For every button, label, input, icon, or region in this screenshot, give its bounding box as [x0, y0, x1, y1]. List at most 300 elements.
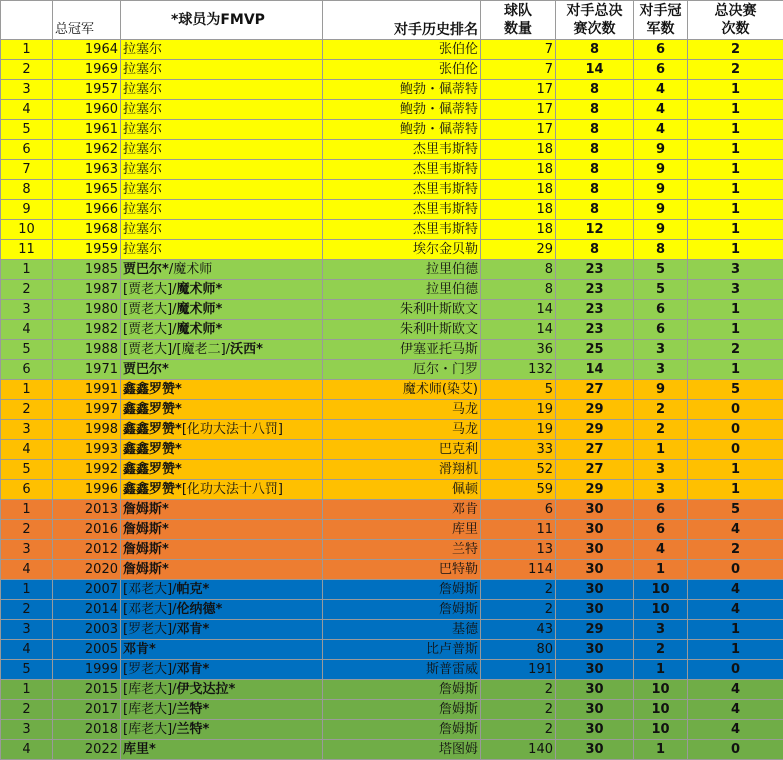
team-count-cell[interactable]: 8 [556, 160, 634, 180]
champion-name-part: [化功大法十八罚] [182, 482, 283, 497]
team-count-cell[interactable]: 8 [556, 40, 634, 60]
opponent-finals-cell[interactable]: 9 [634, 200, 688, 220]
opponent-cell[interactable]: 滑翔机 [323, 460, 481, 480]
year-cell[interactable]: 1985 [53, 260, 121, 280]
opponent-rank-cell[interactable]: 114 [481, 560, 556, 580]
year-cell[interactable]: 1959 [53, 240, 121, 260]
team-count-cell[interactable]: 8 [556, 80, 634, 100]
row-index-cell[interactable]: 9 [1, 200, 53, 220]
opponent-finals-cell[interactable]: 4 [634, 100, 688, 120]
opponent-rank-cell[interactable]: 7 [481, 40, 556, 60]
opponent-rank-cell[interactable]: 17 [481, 80, 556, 100]
year-cell[interactable]: 1969 [53, 60, 121, 80]
header-opponent-titles[interactable]: 对手冠 军数 [634, 1, 688, 40]
header-fmvp-note[interactable]: *球员为FMVP [121, 1, 323, 40]
champion-cell[interactable] [121, 260, 323, 280]
year-cell[interactable]: 1997 [53, 400, 121, 420]
champion-cell[interactable] [121, 520, 323, 540]
champion-cell[interactable] [121, 280, 323, 300]
opponent-finals-cell[interactable]: 2 [634, 400, 688, 420]
opponent-cell[interactable]: 张伯伦 [323, 60, 481, 80]
opponent-rank-cell[interactable]: 18 [481, 160, 556, 180]
opponent-titles-cell[interactable]: 1 [688, 240, 783, 260]
team-count-cell[interactable]: 30 [556, 720, 634, 740]
opponent-cell[interactable]: 魔术师(染艾) [323, 380, 481, 400]
champion-cell[interactable] [121, 480, 323, 500]
opponent-rank-cell[interactable]: 14 [481, 300, 556, 320]
team-count-cell[interactable]: 29 [556, 480, 634, 500]
opponent-titles-cell[interactable]: 4 [688, 520, 783, 540]
row-index-cell[interactable]: 3 [1, 300, 53, 320]
opponent-cell[interactable]: 基德 [323, 620, 481, 640]
opponent-titles-cell[interactable]: 2 [688, 60, 783, 80]
team-count-cell[interactable]: 8 [556, 240, 634, 260]
year-cell[interactable]: 1961 [53, 120, 121, 140]
champion-cell[interactable] [121, 600, 323, 620]
opponent-rank-cell[interactable]: 59 [481, 480, 556, 500]
opponent-rank-cell[interactable]: 14 [481, 320, 556, 340]
opponent-rank-cell[interactable]: 80 [481, 640, 556, 660]
row-index-cell[interactable]: 4 [1, 440, 53, 460]
row-index-cell[interactable]: 3 [1, 620, 53, 640]
row-index-cell[interactable]: 4 [1, 640, 53, 660]
team-count-cell[interactable]: 30 [556, 560, 634, 580]
opponent-cell[interactable]: 鲍勃・佩蒂特 [323, 80, 481, 100]
team-count-cell[interactable]: 30 [556, 540, 634, 560]
opponent-rank-cell[interactable]: 19 [481, 400, 556, 420]
opponent-titles-cell[interactable]: 1 [688, 480, 783, 500]
row-index-cell[interactable]: 5 [1, 460, 53, 480]
opponent-cell[interactable]: 马龙 [323, 420, 481, 440]
row-index-cell[interactable]: 4 [1, 100, 53, 120]
champion-cell[interactable] [121, 300, 323, 320]
row-index-cell[interactable]: 4 [1, 740, 53, 760]
year-cell[interactable]: 2022 [53, 740, 121, 760]
opponent-rank-cell[interactable]: 36 [481, 340, 556, 360]
year-cell[interactable]: 1966 [53, 200, 121, 220]
opponent-cell[interactable]: 伊塞亚托马斯 [323, 340, 481, 360]
champion-cell[interactable] [121, 120, 323, 140]
year-cell[interactable]: 1999 [53, 660, 121, 680]
champion-cell[interactable] [121, 180, 323, 200]
opponent-finals-cell[interactable]: 3 [634, 460, 688, 480]
opponent-cell[interactable]: 詹姆斯 [323, 680, 481, 700]
year-cell[interactable]: 2020 [53, 560, 121, 580]
opponent-cell[interactable]: 詹姆斯 [323, 580, 481, 600]
opponent-cell[interactable]: 杰里韦斯特 [323, 200, 481, 220]
opponent-finals-cell[interactable]: 2 [634, 420, 688, 440]
opponent-finals-cell[interactable]: 6 [634, 520, 688, 540]
team-count-cell[interactable]: 30 [556, 660, 634, 680]
opponent-rank-cell[interactable]: 18 [481, 220, 556, 240]
opponent-titles-cell[interactable]: 1 [688, 180, 783, 200]
year-cell[interactable]: 2007 [53, 580, 121, 600]
team-count-cell[interactable]: 30 [556, 500, 634, 520]
team-count-cell[interactable]: 30 [556, 680, 634, 700]
year-cell[interactable]: 1965 [53, 180, 121, 200]
opponent-titles-cell[interactable]: 3 [688, 260, 783, 280]
year-cell[interactable]: 2018 [53, 720, 121, 740]
row-index-cell[interactable]: 2 [1, 600, 53, 620]
opponent-titles-cell[interactable]: 5 [688, 380, 783, 400]
opponent-finals-cell[interactable]: 9 [634, 160, 688, 180]
opponent-finals-cell[interactable]: 3 [634, 360, 688, 380]
opponent-finals-cell[interactable]: 10 [634, 600, 688, 620]
opponent-finals-cell[interactable]: 6 [634, 300, 688, 320]
opponent-rank-cell[interactable]: 33 [481, 440, 556, 460]
team-count-cell[interactable]: 8 [556, 200, 634, 220]
team-count-cell[interactable]: 14 [556, 60, 634, 80]
header-opponent-finals[interactable]: 对手总决 赛次数 [556, 1, 634, 40]
opponent-cell[interactable]: 比卢普斯 [323, 640, 481, 660]
team-count-cell[interactable]: 30 [556, 600, 634, 620]
row-index-cell[interactable]: 4 [1, 320, 53, 340]
opponent-rank-cell[interactable]: 132 [481, 360, 556, 380]
opponent-titles-cell[interactable]: 4 [688, 720, 783, 740]
row-index-cell[interactable]: 3 [1, 720, 53, 740]
team-count-cell[interactable]: 30 [556, 580, 634, 600]
opponent-cell[interactable]: 张伯伦 [323, 40, 481, 60]
team-count-cell[interactable]: 30 [556, 700, 634, 720]
team-count-cell[interactable]: 27 [556, 440, 634, 460]
opponent-titles-cell[interactable]: 0 [688, 560, 783, 580]
team-count-cell[interactable]: 23 [556, 280, 634, 300]
opponent-rank-cell[interactable]: 29 [481, 240, 556, 260]
row-index-cell[interactable]: 1 [1, 380, 53, 400]
year-cell[interactable]: 1980 [53, 300, 121, 320]
champion-cell[interactable] [121, 440, 323, 460]
opponent-rank-cell[interactable]: 18 [481, 140, 556, 160]
opponent-titles-cell[interactable]: 1 [688, 120, 783, 140]
row-index-cell[interactable]: 8 [1, 180, 53, 200]
opponent-rank-cell[interactable]: 7 [481, 60, 556, 80]
opponent-rank-cell[interactable]: 2 [481, 700, 556, 720]
opponent-finals-cell[interactable]: 6 [634, 500, 688, 520]
team-count-cell[interactable]: 23 [556, 320, 634, 340]
team-count-cell[interactable]: 25 [556, 340, 634, 360]
opponent-titles-cell[interactable]: 1 [688, 220, 783, 240]
opponent-cell[interactable]: 拉里伯德 [323, 260, 481, 280]
team-count-cell[interactable]: 30 [556, 740, 634, 760]
opponent-cell[interactable]: 鲍勃・佩蒂特 [323, 100, 481, 120]
opponent-rank-cell[interactable]: 17 [481, 100, 556, 120]
year-cell[interactable]: 1971 [53, 360, 121, 380]
opponent-finals-cell[interactable]: 2 [634, 640, 688, 660]
row-index-cell[interactable]: 7 [1, 160, 53, 180]
team-count-cell[interactable]: 12 [556, 220, 634, 240]
opponent-titles-cell[interactable]: 4 [688, 700, 783, 720]
year-cell[interactable]: 1964 [53, 40, 121, 60]
opponent-titles-cell[interactable]: 0 [688, 420, 783, 440]
opponent-finals-cell[interactable]: 6 [634, 320, 688, 340]
opponent-cell[interactable]: 鲍勃・佩蒂特 [323, 120, 481, 140]
header-team-count[interactable]: 球队 数量 [481, 1, 556, 40]
champion-cell[interactable] [121, 340, 323, 360]
opponent-titles-cell[interactable]: 3 [688, 280, 783, 300]
opponent-cell[interactable]: 杰里韦斯特 [323, 220, 481, 240]
champion-cell[interactable] [121, 220, 323, 240]
champion-cell[interactable] [121, 140, 323, 160]
champion-cell[interactable] [121, 160, 323, 180]
opponent-finals-cell[interactable]: 3 [634, 480, 688, 500]
champion-cell[interactable] [121, 80, 323, 100]
opponent-finals-cell[interactable]: 10 [634, 680, 688, 700]
row-index-cell[interactable]: 2 [1, 400, 53, 420]
champion-cell[interactable] [121, 380, 323, 400]
champion-cell[interactable] [121, 320, 323, 340]
champion-cell[interactable] [121, 240, 323, 260]
opponent-cell[interactable]: 杰里韦斯特 [323, 140, 481, 160]
opponent-finals-cell[interactable]: 4 [634, 80, 688, 100]
year-cell[interactable]: 1963 [53, 160, 121, 180]
opponent-rank-cell[interactable]: 2 [481, 680, 556, 700]
opponent-rank-cell[interactable]: 18 [481, 200, 556, 220]
row-index-cell[interactable]: 1 [1, 40, 53, 60]
opponent-cell[interactable]: 巴特勒 [323, 560, 481, 580]
opponent-finals-cell[interactable]: 9 [634, 220, 688, 240]
opponent-cell[interactable]: 马龙 [323, 400, 481, 420]
row-index-cell[interactable]: 6 [1, 360, 53, 380]
opponent-titles-cell[interactable]: 1 [688, 320, 783, 340]
row-index-cell[interactable]: 2 [1, 520, 53, 540]
opponent-titles-cell[interactable]: 1 [688, 160, 783, 180]
team-count-cell[interactable]: 14 [556, 360, 634, 380]
year-cell[interactable]: 1992 [53, 460, 121, 480]
opponent-rank-cell[interactable]: 17 [481, 120, 556, 140]
opponent-finals-cell[interactable]: 10 [634, 720, 688, 740]
opponent-finals-cell[interactable]: 6 [634, 40, 688, 60]
team-count-cell[interactable]: 29 [556, 620, 634, 640]
champion-cell[interactable] [121, 500, 323, 520]
opponent-finals-cell[interactable]: 6 [634, 60, 688, 80]
team-count-cell[interactable]: 30 [556, 640, 634, 660]
row-index-cell[interactable]: 5 [1, 340, 53, 360]
opponent-finals-cell[interactable]: 3 [634, 620, 688, 640]
opponent-rank-cell[interactable]: 5 [481, 380, 556, 400]
champion-cell[interactable] [121, 40, 323, 60]
champion-cell[interactable] [121, 560, 323, 580]
opponent-finals-cell[interactable]: 3 [634, 340, 688, 360]
opponent-cell[interactable]: 詹姆斯 [323, 720, 481, 740]
champion-cell[interactable] [121, 580, 323, 600]
opponent-cell[interactable]: 斯普雷威 [323, 660, 481, 680]
team-count-cell[interactable]: 23 [556, 260, 634, 280]
year-cell[interactable]: 2017 [53, 700, 121, 720]
row-index-cell[interactable]: 1 [1, 260, 53, 280]
opponent-titles-cell[interactable]: 1 [688, 100, 783, 120]
champion-cell[interactable] [121, 680, 323, 700]
row-index-cell[interactable]: 3 [1, 80, 53, 100]
opponent-finals-cell[interactable]: 9 [634, 380, 688, 400]
opponent-rank-cell[interactable]: 191 [481, 660, 556, 680]
opponent-titles-cell[interactable]: 5 [688, 500, 783, 520]
row-index-cell[interactable]: 1 [1, 680, 53, 700]
team-count-cell[interactable]: 27 [556, 460, 634, 480]
year-cell[interactable]: 1988 [53, 340, 121, 360]
champion-cell[interactable] [121, 60, 323, 80]
team-count-cell[interactable]: 23 [556, 300, 634, 320]
champion-name-part: [邓老大]/ [123, 602, 177, 617]
year-cell[interactable]: 1982 [53, 320, 121, 340]
opponent-finals-cell[interactable]: 1 [634, 440, 688, 460]
row-index-cell[interactable]: 4 [1, 560, 53, 580]
opponent-finals-cell[interactable]: 8 [634, 240, 688, 260]
year-cell[interactable]: 1996 [53, 480, 121, 500]
opponent-finals-cell[interactable]: 5 [634, 280, 688, 300]
opponent-rank-cell[interactable]: 52 [481, 460, 556, 480]
opponent-rank-cell[interactable]: 8 [481, 260, 556, 280]
opponent-titles-cell[interactable]: 2 [688, 340, 783, 360]
row-index-cell[interactable]: 1 [1, 580, 53, 600]
year-cell[interactable]: 2005 [53, 640, 121, 660]
team-count-cell[interactable]: 8 [556, 120, 634, 140]
year-cell[interactable]: 1962 [53, 140, 121, 160]
year-cell[interactable]: 2012 [53, 540, 121, 560]
year-cell[interactable]: 1960 [53, 100, 121, 120]
opponent-cell[interactable]: 詹姆斯 [323, 600, 481, 620]
row-index-cell[interactable]: 3 [1, 540, 53, 560]
opponent-cell[interactable]: 塔图姆 [323, 740, 481, 760]
year-cell[interactable]: 1998 [53, 420, 121, 440]
row-index-cell[interactable]: 5 [1, 120, 53, 140]
opponent-titles-cell[interactable]: 4 [688, 680, 783, 700]
opponent-cell[interactable]: 朱利叶斯欧文 [323, 320, 481, 340]
opponent-titles-cell[interactable]: 1 [688, 360, 783, 380]
year-cell[interactable]: 1968 [53, 220, 121, 240]
row-index-cell[interactable]: 3 [1, 420, 53, 440]
opponent-titles-cell[interactable]: 0 [688, 740, 783, 760]
champion-cell[interactable] [121, 460, 323, 480]
year-cell[interactable]: 1957 [53, 80, 121, 100]
opponent-rank-cell[interactable]: 11 [481, 520, 556, 540]
header-index[interactable] [1, 1, 53, 40]
row-index-cell[interactable]: 1 [1, 500, 53, 520]
opponent-titles-cell[interactable]: 0 [688, 660, 783, 680]
opponent-rank-cell[interactable]: 13 [481, 540, 556, 560]
opponent-finals-cell[interactable]: 10 [634, 580, 688, 600]
row-index-cell[interactable]: 2 [1, 280, 53, 300]
opponent-cell[interactable]: 兰特 [323, 540, 481, 560]
opponent-titles-cell[interactable]: 4 [688, 600, 783, 620]
champion-cell[interactable] [121, 740, 323, 760]
champion-cell[interactable] [121, 720, 323, 740]
team-count-cell[interactable]: 8 [556, 140, 634, 160]
year-cell[interactable]: 2003 [53, 620, 121, 640]
champion-cell[interactable] [121, 360, 323, 380]
opponent-cell[interactable]: 朱利叶斯欧文 [323, 300, 481, 320]
row-index-cell[interactable]: 6 [1, 480, 53, 500]
opponent-cell[interactable]: 拉里伯德 [323, 280, 481, 300]
champion-cell[interactable] [121, 400, 323, 420]
opponent-cell[interactable]: 巴克利 [323, 440, 481, 460]
opponent-finals-cell[interactable]: 10 [634, 700, 688, 720]
header-opponent-rank[interactable]: 对手历史排名 [323, 1, 481, 40]
opponent-cell[interactable]: 厄尔・门罗 [323, 360, 481, 380]
opponent-titles-cell[interactable]: 0 [688, 400, 783, 420]
opponent-titles-cell[interactable]: 1 [688, 140, 783, 160]
opponent-cell[interactable]: 邓肯 [323, 500, 481, 520]
opponent-rank-cell[interactable]: 18 [481, 180, 556, 200]
opponent-rank-cell[interactable]: 140 [481, 740, 556, 760]
team-count-cell[interactable]: 8 [556, 100, 634, 120]
opponent-cell[interactable]: 库里 [323, 520, 481, 540]
opponent-finals-cell[interactable]: 9 [634, 180, 688, 200]
opponent-rank-cell[interactable]: 2 [481, 720, 556, 740]
opponent-cell[interactable]: 杰里韦斯特 [323, 160, 481, 180]
opponent-titles-cell[interactable]: 4 [688, 580, 783, 600]
opponent-finals-cell[interactable]: 1 [634, 560, 688, 580]
year-cell[interactable]: 1987 [53, 280, 121, 300]
champion-name-part: 兰特* [177, 702, 210, 717]
opponent-cell[interactable]: 杰里韦斯特 [323, 180, 481, 200]
opponent-cell[interactable]: 佩顿 [323, 480, 481, 500]
row-index-cell[interactable]: 2 [1, 60, 53, 80]
year-cell[interactable]: 1991 [53, 380, 121, 400]
champion-cell[interactable] [121, 620, 323, 640]
opponent-cell[interactable]: 埃尔金贝勒 [323, 240, 481, 260]
opponent-finals-cell[interactable]: 9 [634, 140, 688, 160]
champion-cell[interactable] [121, 100, 323, 120]
year-cell[interactable]: 1993 [53, 440, 121, 460]
champion-cell[interactable] [121, 420, 323, 440]
header-champion[interactable]: 总冠军 [53, 1, 121, 40]
champion-cell[interactable] [121, 660, 323, 680]
opponent-rank-cell[interactable]: 19 [481, 420, 556, 440]
champion-cell[interactable] [121, 200, 323, 220]
opponent-titles-cell[interactable]: 2 [688, 540, 783, 560]
opponent-titles-cell[interactable]: 2 [688, 40, 783, 60]
team-count-cell[interactable]: 29 [556, 400, 634, 420]
opponent-rank-cell[interactable]: 2 [481, 600, 556, 620]
team-count-cell[interactable]: 27 [556, 380, 634, 400]
row-index-cell[interactable]: 11 [1, 240, 53, 260]
row-index-cell[interactable]: 10 [1, 220, 53, 240]
opponent-rank-cell[interactable]: 8 [481, 280, 556, 300]
header-finals-count[interactable]: 总决赛 次数 [688, 1, 783, 40]
champion-name-part: [库老大]/ [123, 702, 177, 717]
opponent-titles-cell[interactable]: 1 [688, 80, 783, 100]
row-index-cell[interactable]: 6 [1, 140, 53, 160]
team-count-cell[interactable]: 30 [556, 520, 634, 540]
opponent-finals-cell[interactable]: 4 [634, 120, 688, 140]
opponent-rank-cell[interactable]: 6 [481, 500, 556, 520]
opponent-titles-cell[interactable]: 1 [688, 200, 783, 220]
year-cell[interactable]: 2013 [53, 500, 121, 520]
year-cell[interactable]: 2014 [53, 600, 121, 620]
opponent-cell[interactable]: 詹姆斯 [323, 700, 481, 720]
champion-cell[interactable] [121, 540, 323, 560]
opponent-titles-cell[interactable]: 1 [688, 640, 783, 660]
opponent-titles-cell[interactable]: 1 [688, 620, 783, 640]
opponent-titles-cell[interactable]: 1 [688, 460, 783, 480]
opponent-titles-cell[interactable]: 0 [688, 440, 783, 460]
row-index-cell[interactable]: 5 [1, 660, 53, 680]
opponent-titles-cell[interactable]: 1 [688, 300, 783, 320]
year-cell[interactable]: 2015 [53, 680, 121, 700]
row-index-cell[interactable]: 2 [1, 700, 53, 720]
year-cell[interactable]: 2016 [53, 520, 121, 540]
champion-cell[interactable] [121, 700, 323, 720]
opponent-rank-cell[interactable]: 43 [481, 620, 556, 640]
champion-cell[interactable] [121, 640, 323, 660]
opponent-rank-cell[interactable]: 2 [481, 580, 556, 600]
team-count-cell[interactable]: 29 [556, 420, 634, 440]
opponent-finals-cell[interactable]: 1 [634, 740, 688, 760]
opponent-finals-cell[interactable]: 1 [634, 660, 688, 680]
opponent-finals-cell[interactable]: 4 [634, 540, 688, 560]
opponent-finals-cell[interactable]: 5 [634, 260, 688, 280]
team-count-cell[interactable]: 8 [556, 180, 634, 200]
